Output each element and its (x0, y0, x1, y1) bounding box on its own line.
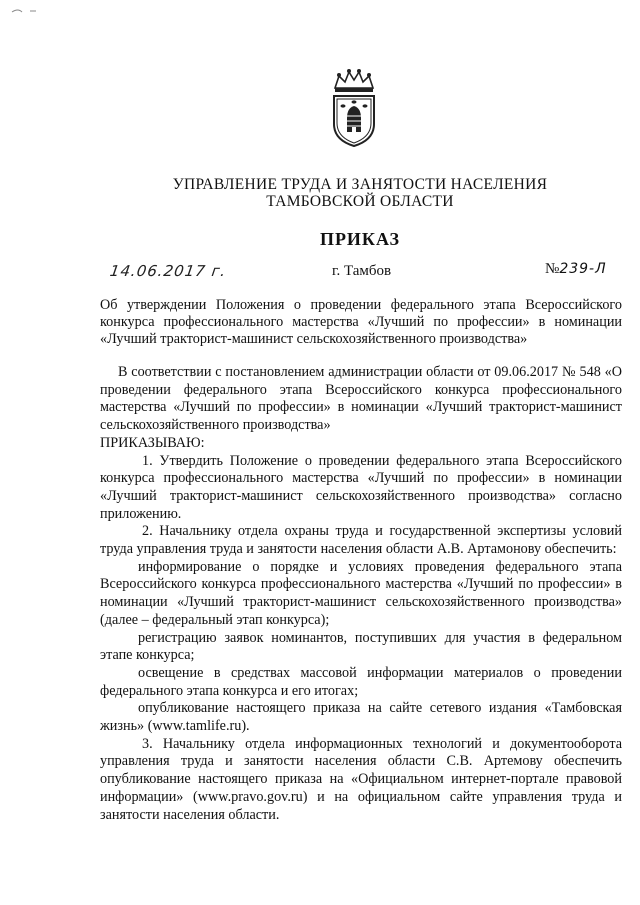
coat-of-arms-icon (325, 66, 383, 148)
document-title: ПРИКАЗ (319, 229, 401, 249)
order-item-2-subitem-a: информирование о порядке и условиях проведения федерального этапа Всероссийского конкурса профессионального мастерства «Лучший по профессии» в номинации «Лучший тракторист-машинист сельскохозяйственного производства» (далее – федеральный этап конкурса); (100, 558, 622, 628)
preamble-paragraph: В соответствии с постановлением администрации области от 09.06.2017 № 548 «О проведении федерального этапа Всероссийского конкурса профессионального мастерства «Лучший по профессии» в номинации «Лучший тракторист-машинист сельскохозяйственного производства» (100, 364, 622, 434)
order-number-handwritten: 239-Л (559, 261, 607, 277)
order-subject: Об утверждении Положения о проведении федерального этапа Всероссийского конкурса профессионального мастерства «Лучший по профессии» в номинации «Лучший тракторист-машинист сельскохозяйственного производства» (100, 297, 622, 347)
order-item-2-subitem-d: опубликование настоящего приказа на сайте сетевого издания «Тамбовская жизнь» (www.tamlife.ru). (100, 700, 622, 735)
scan-artifact-mark (10, 6, 50, 16)
order-item-3: 3. Начальнику отдела информационных технологий и документооборота управления труда и занятости населения области С.В. Артемову обеспечить опубликование настоящего приказа на «Официальном интернет-портале правовой информации» (www.pravo.gov.ru) и на официальном сайте управления труда и занятости населения области. (100, 735, 622, 823)
order-number-prefix: № (545, 261, 560, 277)
order-city: г. Тамбов (332, 263, 392, 279)
order-number (545, 261, 607, 278)
order-word: ПРИКАЗЫВАЮ: (100, 434, 205, 451)
order-body (100, 364, 622, 824)
organization-name-line-1: УПРАВЛЕНИЕ ТРУДА И ЗАНЯТОСТИ НАСЕЛЕНИЯ (172, 176, 548, 193)
organization-name-line-2: ТАМБОВСКОЙ ОБЛАСТИ (266, 193, 454, 210)
order-date-handwritten: 14.06.2017 г. (108, 262, 228, 280)
order-item-2-subitem-c: освещение в средствах массовой информации материалов о проведении федерального этапа конкурса и его итогах; (100, 664, 622, 699)
order-item-2-subitem-b: регистрацию заявок номинантов, поступивших для участия в федеральном этапе конкурса; (100, 629, 622, 664)
order-item-1: 1. Утвердить Положение о проведении федерального этапа Всероссийского конкурса профессионального мастерства «Лучший по профессии» в номинации «Лучший тракторист-машинист сельскохозяйственного производства» согласно приложению. (100, 452, 622, 522)
order-item-2: 2. Начальнику отдела охраны труда и государственной экспертизы условий труда управления труда и занятости населения области А.В. Артамонову обеспечить: (100, 523, 622, 558)
